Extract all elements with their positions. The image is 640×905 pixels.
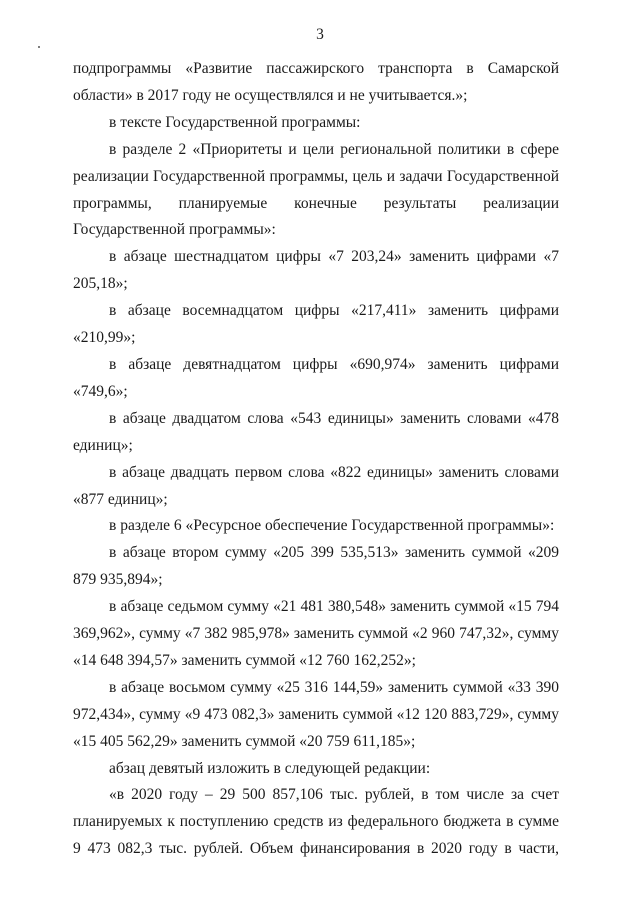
- paragraph: в абзаце седьмом сумму «21 481 380,548» заменить суммой «15 794 369,962», сумму «7 382 985,978» заменить суммой «2 960 747,32», сумму «14 648 394,57» заменить суммой «12 760 162,252»;: [73, 598, 559, 669]
- paragraph: подпрограммы «Развитие пассажирского транспорта в Самарской области» в 2017 году не осуществлялся и не учитывается.»;: [73, 60, 559, 104]
- paragraph: абзац девятый изложить в следующей редакции:: [109, 759, 431, 777]
- paragraph: в абзаце девятнадцатом цифры «690,974» заменить цифрами «749,6»;: [73, 355, 559, 400]
- document-body: [73, 56, 559, 863]
- paragraph: в абзаце двадцать первом слова «822 единицы» заменить словами «877 единиц»;: [73, 463, 559, 508]
- paragraph: в абзаце восемнадцатом цифры «217,411» заменить цифрами «210,99»;: [73, 302, 559, 347]
- page-number: 3: [316, 26, 324, 43]
- paragraph: «в 2020 году – 29 500 857,106 тыс. рублей, в том числе за счет планируемых к поступлению средств из федерального бюджета в сумме 9 473 082,3 тыс. рублей. Объем финансирования в 2020 году в части,: [73, 786, 559, 858]
- paragraph: в абзаце шестнадцатом цифры «7 203,24» заменить цифрами «7 205,18»;: [73, 248, 559, 293]
- scan-speck: [38, 46, 40, 48]
- paragraph: в разделе 2 «Приоритеты и цели региональной политики в сфере реализации Государственной программы, цель и задачи Государственной программы, планируемые конечные результаты реализации Государственной программы»:: [73, 140, 559, 239]
- paragraph: в разделе 6 «Ресурсное обеспечение Государственной программы»:: [109, 517, 555, 535]
- paragraph: в тексте Государственной программы:: [109, 113, 361, 131]
- paragraph: в абзаце восьмом сумму «25 316 144,59» заменить суммой «33 390 972,434», сумму «9 473 082,3» заменить суммой «12 120 883,729», сумму «15 405 562,29» заменить суммой «20 759 611,185»;: [73, 678, 559, 750]
- paragraph: в абзаце втором сумму «205 399 535,513» заменить суммой «209 879 935,894»;: [73, 544, 559, 589]
- paragraph: в абзаце двадцатом слова «543 единицы» заменить словами «478 единиц»;: [73, 409, 559, 454]
